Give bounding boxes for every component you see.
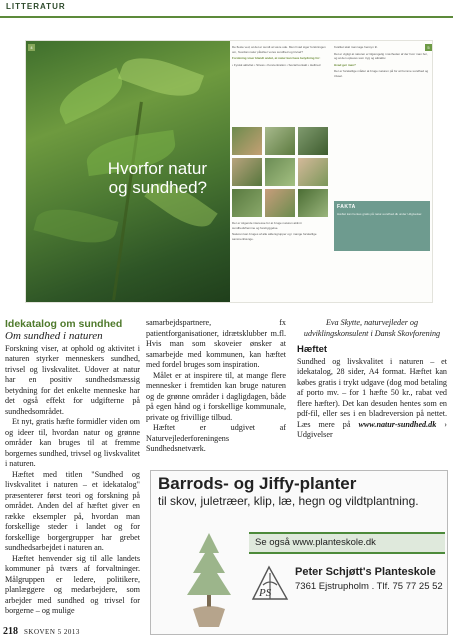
spread-photo xyxy=(298,127,328,155)
ad-company-name: Peter Schjøtt's Planteskole xyxy=(295,566,436,578)
plant-stem xyxy=(112,102,143,300)
leaf-shape xyxy=(33,201,118,251)
booklet-info-suffix: › Udgivelser xyxy=(297,419,447,439)
fakta-title: FAKTA xyxy=(337,204,356,210)
spread-photo-grid xyxy=(232,127,330,217)
article-paragraph: Hæftet henvender sig til alle landets kommuner på tværs af forvaltninger. Målgruppen er ledere, politikere, planlæggere og medarbejdere, som arbejder med sundhed og trivsel for borgerne – og mulige xyxy=(5,553,140,615)
logo-lettering: PS xyxy=(259,587,272,599)
spread-photo xyxy=(265,127,295,155)
magazine-issue: SKOVEN 5 2013 xyxy=(24,628,80,636)
spread-text-column-1 xyxy=(232,45,326,125)
spread-text: Hvad gør man? xyxy=(334,62,356,67)
website-link[interactable]: www.natur-sundhed.dk xyxy=(358,419,437,429)
article-paragraph: Målet er at inspirere til, at mange flere mennesker i fremtiden kan bruge naturen og de grønne områder i dagligdagen, både på egen hånd og i forskellige kommunale, private og frivillige tilbud. xyxy=(146,370,286,422)
article-column-3 xyxy=(297,318,447,441)
nursery-logo xyxy=(249,563,291,601)
spread-text: Det er vigtigt at naturen er tilgængelig i nærheden af der hvor man bor, og at den opleves som tryg og attraktiv. xyxy=(334,51,428,61)
spread-fakta-box xyxy=(334,201,430,251)
article-paragraph: Hæftet er udgivet af Naturvejlederforeningens Sundhedsnetværk. xyxy=(146,423,286,453)
spread-photo xyxy=(298,189,328,217)
article-column-2 xyxy=(146,318,286,455)
spread-photo xyxy=(265,189,295,217)
article-paragraph: Et nyt, gratis hæfte formidler viden om og ideer til, hvordan natur og grønne områder kan bruges til at fremme borgernes sundhed, trivsel og livskvalitet i naturen. xyxy=(5,417,140,468)
spread-photo xyxy=(232,158,262,186)
booklet-spread-image xyxy=(25,40,433,303)
spread-right-page xyxy=(230,41,433,303)
spread-page-chip-right: 5 xyxy=(425,44,432,51)
ad-subheadline: til skov, juletræer, klip, læ, hegn og vildtplantning. xyxy=(158,494,419,508)
article-byline: Eva Skytte, naturvejleder og udviklingskonsulent i Dansk Skovforening xyxy=(303,318,441,338)
spread-photo xyxy=(232,189,262,217)
leaf-shape xyxy=(118,48,204,105)
spread-headline-line2: og sundhed? xyxy=(108,178,207,197)
ad-address-phone: 7361 Ejstrupholm . Tlf. 75 77 25 52 xyxy=(295,581,443,592)
article-kicker: Idekatalog om sundhed xyxy=(5,318,123,330)
spread-text: Kvalitet skal man tage hensyn til. xyxy=(334,45,378,49)
spread-page-chip-left: 4 xyxy=(28,44,35,51)
spread-left-page xyxy=(26,41,230,303)
spread-headline-line1: Hvorfor natur xyxy=(107,159,207,178)
article-column-1 xyxy=(5,318,140,617)
spread-text: Der er stigende interesse for at bruge naturen aktivt i sundhedsfremme og forebyggelse. xyxy=(232,221,303,230)
ad-website-banner: Se også www.planteskole.dk xyxy=(249,532,445,554)
spread-text-column-2 xyxy=(334,45,430,195)
spread-text: Der er forskellige måder at bruge naturen på for at fremme sundhed og trivsel. xyxy=(334,69,429,78)
header-rule xyxy=(0,16,453,18)
article-subhead: Om sundhed i naturen xyxy=(5,330,103,342)
booklet-info-title: Hæftet xyxy=(297,344,328,355)
spread-headline xyxy=(32,159,207,197)
booklet-info-body: Sundhed og livskvalitet i naturen – et idekatalog, 28 sider, A4 format. Hæftet kan købes gratis i trykt udgave (dog mod betaling af porto mv. – for 1 hæfte 50 kr., rabat ved flere hæfter). Det kan desuden hentes som en pdf-fil, eller ses i en bladreversion på nettet. Læs mere på xyxy=(297,356,447,429)
spread-text: • Fysisk aktivitet • Stress • Koncentration • Social kontakt • Helbred xyxy=(232,62,321,67)
spread-photo xyxy=(298,158,328,186)
tree-seedling-illustration xyxy=(179,529,239,629)
spread-photo xyxy=(232,127,262,155)
article-paragraph: Forskning viser, at ophold og aktivitet i naturen styrker menneskers sundhed, trivsel og livskvalitet. Udover at natur har en positiv sundhedsmæssig betydning for det enkelte menneske har det også effekt for udgifterne på sundhedsområdet. xyxy=(5,343,140,416)
page-number: 218 xyxy=(3,626,18,637)
spread-text: Naturen kan bruges af alle aldersgrupper og i mange forskellige sammenhænge. xyxy=(232,232,317,241)
spread-photo xyxy=(265,158,295,186)
article-paragraph: samarbejdspartnere, fx patientforganisationer, idrætsklubber m.fl. Hvis man som skoveier ønsker at samarbejde med kommunen, kan hæftet med fordel bruges som inspiration. xyxy=(146,318,286,369)
section-tag: LITTERATUR xyxy=(6,2,66,11)
fakta-text: Hæftet kan hentes gratis på natur-sundhed.dk under Udgivelser. xyxy=(337,212,423,216)
booklet-info-text xyxy=(297,357,447,441)
ad-headline: Barrods- og Jiffy-planter xyxy=(158,474,357,493)
spread-text-column-3 xyxy=(232,221,326,301)
article-paragraph: Hæftet med titlen "Sundhed og livskvalitet i naturen – et idekatalog" præsenterer først teori og forskning på området. Anden del af hæftet giver en række eksempler på, hvordan man forskellige steder i landet og for forskellige borgergrupper har grebet sundhedsarbejdet i naturen an. xyxy=(5,469,140,552)
plant-nursery-ad xyxy=(150,470,448,635)
spread-text: De fleste ved, at det er sundt at være ude. Men hvad siger forskningen om, hvordan natur påvirker vores sundhed og trivsel? xyxy=(232,45,326,54)
spread-text: Forskning viser blandt andet, at natur kan have betydning for: xyxy=(232,56,321,61)
